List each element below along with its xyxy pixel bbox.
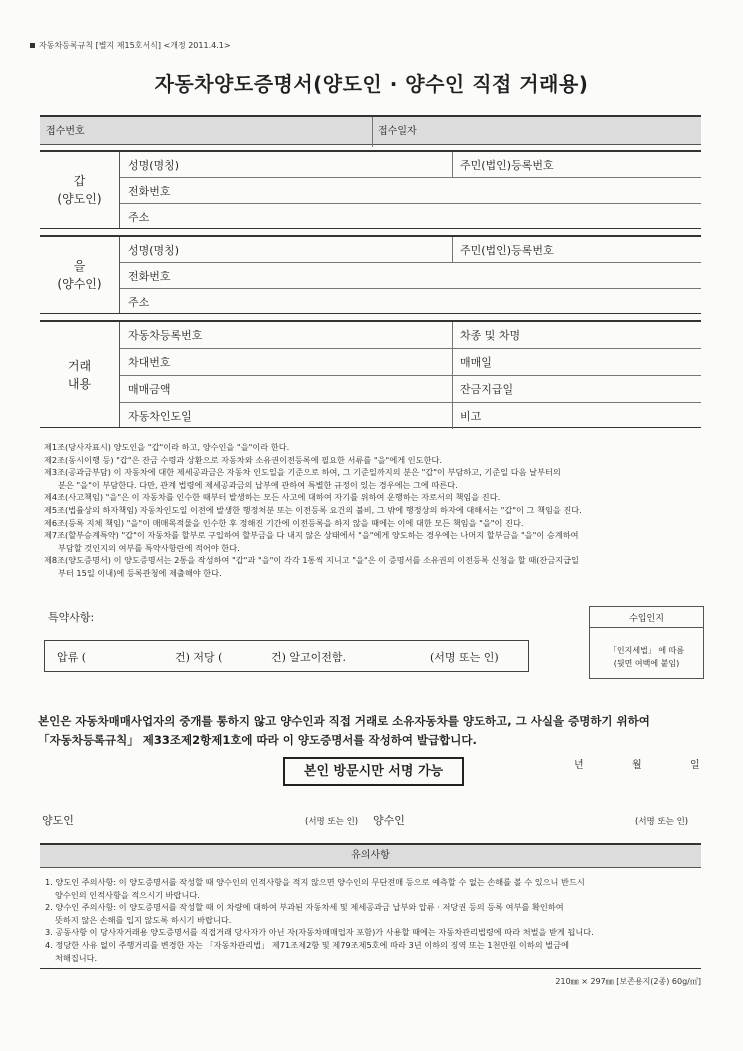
- receipt-bar: [40, 115, 701, 145]
- seller-sign-note: (서명 또는 인): [305, 817, 359, 827]
- trade-side-label: 거래 내용: [40, 322, 120, 427]
- visit-notice-box: 본인 방문시만 서명 가능: [283, 757, 464, 786]
- contract-rules: [44, 441, 704, 580]
- form-reference-note: 자동차등록규칙 [별지 제15호서식] <개정 2011.4.1>: [30, 40, 231, 51]
- special-terms-label: 특약사항:: [48, 611, 95, 624]
- lien-unit-label: 건) 저당 (: [175, 651, 223, 664]
- vehicle-model-label: 차종 및 차명: [460, 329, 521, 342]
- seller-name-label: 성명(명칭): [128, 158, 180, 172]
- caution-line: 뜻하지 않은 손해를 입지 않도록 하시기 바랍니다.: [55, 914, 232, 925]
- vehicle-reg-no-label: 자동차등록번호: [128, 329, 203, 342]
- paper-spec-footer: 210㎜ × 297㎜ [보존용지(2종) 60g/㎡]: [555, 977, 701, 986]
- delivery-date-label: 자동차인도일: [128, 410, 192, 423]
- date-year-label: 년: [574, 760, 584, 771]
- date-month-label: 월: [632, 760, 642, 771]
- rule-line: 부담할 것인지의 여부를 특약사항란에 적어야 한다.: [58, 542, 240, 553]
- buyer-sign-note: (서명 또는 인): [635, 817, 689, 827]
- caution-line: 4. 정당한 사유 없이 주행거리를 변경한 자는 「자동차관리법」 제71조제2항 및 제79조제5호에 따라 3년 이하의 징역 또는 1천만원 이하의 벌금에: [45, 939, 569, 950]
- lien-mortgage-box: [44, 640, 529, 672]
- rule-line: 제3조(공과금부담) 이 자동차에 대한 제세공과금은 자동차 인도일을 기준으로 하여, 그 기준일까지의 분은 "갑"이 부담하고, 기준일 다음 날부터의: [44, 467, 561, 478]
- seller-sign-label: 양도인: [42, 814, 74, 827]
- sale-date-label: 매매일: [460, 356, 492, 369]
- receipt-number-label: 접수번호: [46, 126, 85, 137]
- buyer-phone-label: 전화번호: [128, 269, 171, 283]
- trade-row-4: [120, 403, 701, 429]
- footer-divider: [40, 968, 701, 969]
- buyer-sign-label: 양수인: [373, 814, 405, 827]
- buyer-section: [40, 235, 701, 314]
- rule-line: 부터 15일 이내)에 등록관청에 제출해야 한다.: [58, 567, 222, 578]
- page-title: 자동차양도증명서(양도인 · 양수인 직접 거래용): [154, 72, 589, 96]
- caution-line: 양수인의 인적사항을 적으시기 바랍니다.: [55, 889, 200, 900]
- revenue-stamp-box: [589, 606, 704, 679]
- buyer-address-row: [120, 289, 701, 314]
- buyer-name-label: 성명(명칭): [128, 243, 180, 257]
- stamp-note-2: (뒷면 여백에 붙임): [613, 659, 680, 668]
- mortgage-unit-label: 건) 알고이전함.: [271, 651, 347, 664]
- caution-line: 3. 공동사항 이 당사자거래용 양도증명서를 직접거래 당사자가 아닌 자(자동차매매업자 포함)가 사용할 때에는 자동차관리법령에 따라 처벌을 받게 됩니다.: [45, 927, 594, 938]
- cautions-list: [45, 876, 705, 964]
- buyer-phone-row: [120, 263, 701, 289]
- caution-line: 1. 양도인 주의사항: 이 양도증명서를 작성할 때 양수인의 인적사항을 적지 않으면 양수인의 무단전매 등으로 예측할 수 없는 손해를 볼 수 있으니 반드시: [45, 877, 585, 887]
- trade-row-1: [120, 322, 701, 349]
- buyer-side-label: 을 (양수인): [40, 237, 120, 313]
- receipt-date-label: 접수일자: [378, 126, 417, 137]
- bullet-square-icon: [30, 43, 35, 48]
- stamp-note-1: 「인지세법」 에 따름: [608, 646, 685, 655]
- declaration-text: 본인은 자동차매매사업자의 중개를 통하지 않고 양수인과 직접 거래로 소유자동차를 양도하고, 그 사실을 증명하기 위하여 「자동차등록규칙」 제33조제2항제1호에 따라 이 양도증명서를 작성하여 발급합니다.: [38, 714, 650, 747]
- receipt-divider: [372, 117, 373, 147]
- sale-price-label: 매매금액: [128, 383, 171, 396]
- rule-line: 제7조(할부승계특약) "갑"이 자동차를 할부로 구입하여 할부금을 다 내지 않은 상태에서 "을"에게 양도하는 경우에는 나머지 할부금을 "을"이 승계하여: [44, 530, 579, 541]
- rule-line: 제5조(법률상의 하자책임) 자동차인도일 이전에 발생한 행정처분 또는 이전등록 요건의 불비, 그 밖에 행정상의 하자에 대해서는 "갑"이 그 책임을 진다.: [44, 504, 582, 515]
- buyer-id-label: 주민(법인)등록번호: [460, 243, 554, 257]
- chassis-no-label: 차대번호: [128, 356, 171, 369]
- stamp-title: 수입인지: [629, 614, 664, 624]
- rule-line: 제6조(등록 지체 책임) "을"이 매매목적물을 인수한 후 정해진 기간에 이전등록을 하지 않을 때에는 이에 대한 모든 책임을 "을"이 진다.: [44, 517, 524, 528]
- remarks-label: 비고: [460, 410, 482, 423]
- seller-address-row: [120, 204, 701, 229]
- date-day-label: 일: [690, 760, 700, 771]
- trade-row-3: [120, 376, 701, 403]
- buyer-name-row: [120, 237, 701, 263]
- rule-line: 분은 "을"이 부담한다. 다만, 관계 법령에 제세공과금의 납부에 관하여 특별한 규정이 있는 경우에는 그에 따른다.: [58, 479, 458, 490]
- cautions-title-bar: 유의사항: [40, 843, 701, 868]
- seller-name-row: [120, 152, 701, 178]
- seller-phone-label: 전화번호: [128, 184, 171, 198]
- seller-section: [40, 150, 701, 229]
- seller-id-label: 주민(법인)등록번호: [460, 158, 554, 172]
- balance-date-label: 잔금지급일: [460, 383, 514, 396]
- rule-line: 제1조(당사자표시) 양도인을 "갑"이라 하고, 양수인을 "을"이라 한다.: [44, 442, 290, 452]
- rule-line: 제2조(동시이행 등) "갑"은 잔금 수령과 상환으로 자동차와 소유권이전등록에 필요한 서류를 "을"에게 인도한다.: [44, 454, 442, 465]
- seller-address-label: 주소: [128, 210, 150, 224]
- trade-section: [40, 320, 701, 428]
- lien-sign-label: (서명 또는 인): [430, 651, 499, 664]
- caution-line: 처해집니다.: [55, 952, 98, 963]
- seller-side-label: 갑 (양도인): [40, 152, 120, 228]
- lien-label: 압류 (: [57, 651, 87, 664]
- rule-line: 제8조(양도증명서) 이 양도증명서는 2통을 작성하여 "갑"과 "을"이 각각 1통씩 지니고 "을"은 이 증명서를 소유권의 이전등록 신청을 할 때(잔금지급일: [44, 555, 579, 566]
- trade-row-2: [120, 349, 701, 376]
- buyer-address-label: 주소: [128, 295, 150, 309]
- caution-line: 2. 양수인 주의사항: 이 양도증명서를 작성할 때 이 차량에 대하여 부과된 자동차세 및 제세공과금 납부와 압류 · 저당권 등의 등록 여부를 확인하여: [45, 902, 564, 913]
- seller-phone-row: [120, 178, 701, 204]
- rule-line: 제4조(사고책임) "을"은 이 자동차를 인수한 때부터 발생하는 모든 사고에 대하여 자기를 위하여 운행하는 자로서의 책임을 진다.: [44, 492, 501, 503]
